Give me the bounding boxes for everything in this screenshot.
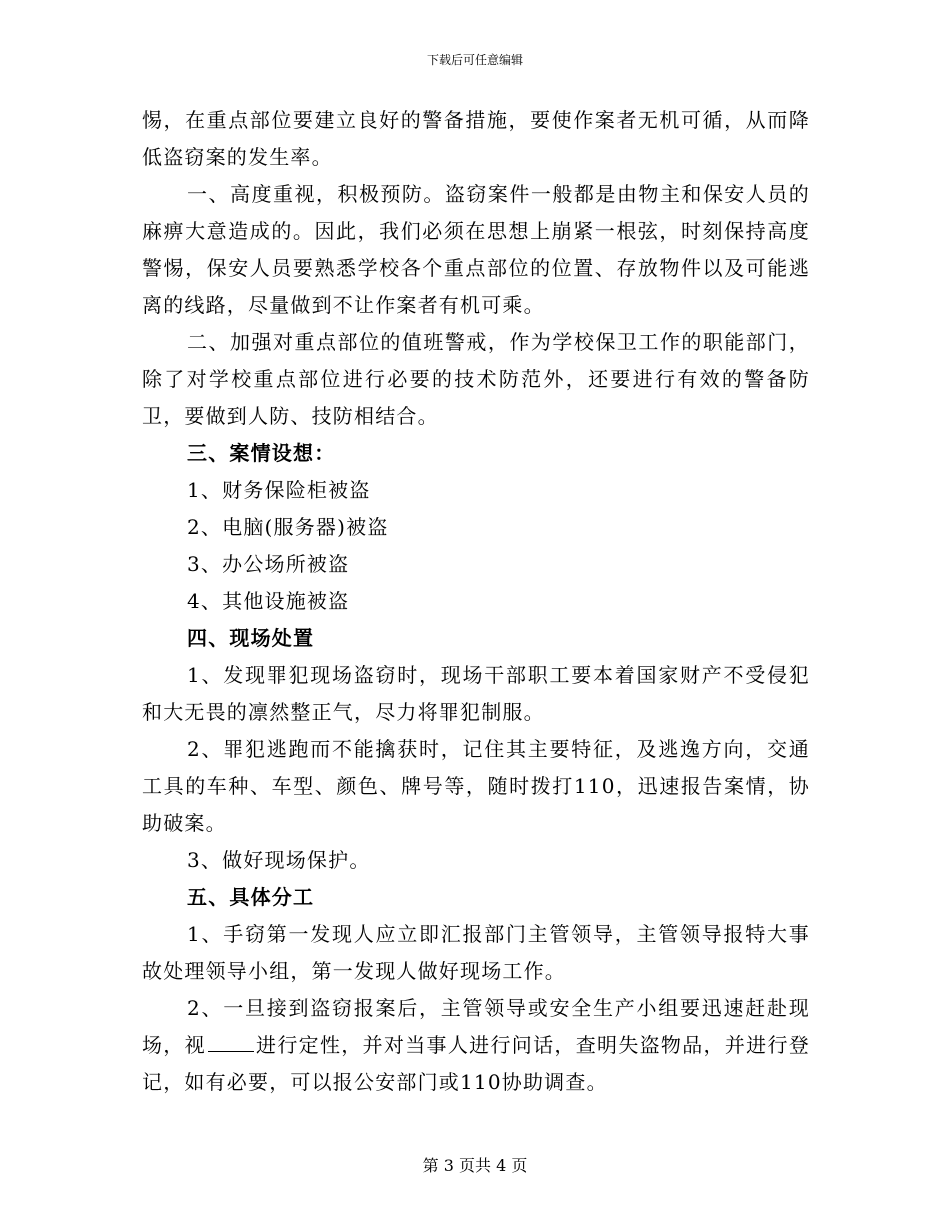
list-item: 2、罪犯逃跑而不能擒获时，记住其主要特征，及逃逸方向，交通工具的车种、车型、颜色、牌号等，随时拨打110，迅速报告案情，协助破案。 — [142, 737, 810, 835]
page-header: 下载后可任意编辑 — [426, 53, 523, 67]
fill-in-blank — [208, 1033, 254, 1052]
paragraph-1: 惕，在重点部位要建立良好的警备措施，要使作案者无机可循，从而降低盗窃案的发生率。 — [142, 108, 810, 169]
section-heading-case-scenarios: 三、案情设想： — [187, 441, 336, 465]
list-item: 1、手窃第一发现人应立即汇报部门主管领导，主管领导报特大事故处理领导小组，第一发现人做好现场工作。 — [142, 922, 810, 983]
list-item: 3、做好现场保护。 — [187, 848, 371, 872]
paragraph-text-before-blank: 2、一旦接到盗窃报案后，主管领导或安全生产小组要迅速赶赴现场，视 — [142, 996, 810, 1057]
list-item: 1、发现罪犯现场盗窃时，现场干部职工要本着国家财产不受侵犯和大无畏的凛然整正气，尽力将罪犯制服。 — [142, 663, 810, 724]
list-item: 3、办公场所被盗 — [187, 552, 350, 576]
list-item: 4、其他设施被盗 — [187, 589, 350, 613]
list-item: 1、财务保险柜被盗 — [187, 478, 371, 502]
section-heading-scene-handling: 四、现场处置 — [187, 626, 315, 650]
document-body — [142, 102, 810, 1101]
list-item: 2、电脑(服务器)被盗 — [187, 515, 389, 539]
page-footer: 第 3 页共 4 页 — [422, 1156, 528, 1175]
paragraph-3: 二、加强对重点部位的值班警戒，作为学校保卫工作的职能部门，除了对学校重点部位进行必要的技术防范外，还要进行有效的警备防卫，要做到人防、技防相结合。 — [142, 330, 810, 428]
list-item-with-blank — [142, 990, 810, 1101]
paragraph-text-after-blank: 进行定性，并对当事人进行问话，查明失盗物品，并进行登记，如有必要，可以报公安部门或110协助调查。 — [142, 1033, 810, 1094]
paragraph-2: 一、高度重视，积极预防。盗窃案件一般都是由物主和保安人员的麻痹大意造成的。因此，我们必须在思想上崩紧一根弦，时刻保持高度警惕，保安人员要熟悉学校各个重点部位的位置、存放物件以及可能逃离的线路，尽量做到不让作案者有机可乘。 — [142, 182, 810, 317]
section-heading-division-of-labor: 五、具体分工 — [187, 885, 315, 909]
